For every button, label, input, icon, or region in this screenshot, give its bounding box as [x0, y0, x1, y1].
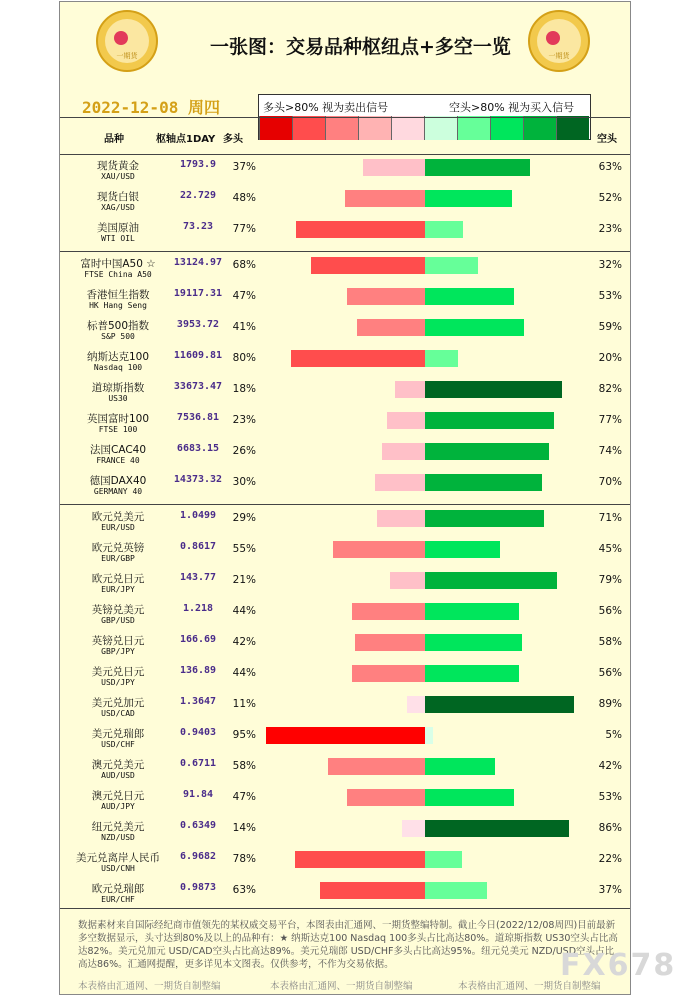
legend-short-text: 空头>80% 视为买入信号	[449, 101, 575, 114]
short-bar	[425, 820, 569, 837]
legend-cell	[292, 116, 325, 140]
instrument-name: 富时中国A50 ☆	[80, 258, 156, 270]
short-percent: 70%	[598, 476, 622, 488]
pivot-value: 136.89	[179, 665, 217, 676]
group-divider	[60, 504, 630, 505]
long-bar	[266, 727, 425, 744]
pivot-value: 6683.15	[176, 443, 220, 454]
short-bar	[425, 882, 487, 899]
long-percent: 23%	[232, 414, 256, 426]
instrument-symbol: US30	[108, 394, 128, 403]
long-percent: 18%	[232, 383, 256, 395]
long-percent: 44%	[232, 605, 256, 617]
long-percent: 29%	[232, 512, 256, 524]
short-bar	[425, 727, 433, 744]
short-percent: 32%	[598, 259, 622, 271]
long-percent: 48%	[232, 192, 256, 204]
pivot-value: 1.218	[182, 603, 214, 614]
instrument-name: 德国DAX40	[89, 475, 147, 487]
instrument-symbol: EUR/GBP	[101, 554, 135, 563]
short-bar	[425, 696, 574, 713]
short-bar	[425, 758, 495, 775]
page-title: 一张图：交易品种枢纽点+多空一览	[210, 36, 511, 58]
instrument-symbol: NZD/USD	[101, 833, 135, 842]
long-percent: 77%	[232, 223, 256, 235]
col-short-header: 空头	[597, 134, 617, 145]
instrument-symbol: USD/JPY	[101, 678, 135, 687]
pivot-value: 1.3647	[179, 696, 217, 707]
instrument-symbol: AUD/USD	[101, 771, 135, 780]
instrument-name: 英国富时100	[86, 413, 150, 425]
pivot-value: 22.729	[179, 190, 217, 201]
svg-text:一期货: 一期货	[116, 52, 138, 60]
instrument-symbol: GBP/JPY	[101, 647, 135, 656]
pivot-value: 0.8617	[179, 541, 217, 552]
instrument-symbol: S&P 500	[101, 332, 135, 341]
instrument-name: 欧元兑日元	[91, 573, 145, 585]
short-bar	[425, 221, 463, 238]
instrument-name: 英镑兑日元	[91, 635, 145, 647]
long-percent: 42%	[232, 636, 256, 648]
credit-2: 本表格由汇通网、一期货自制整编	[270, 981, 413, 992]
instrument-symbol: XAU/USD	[101, 172, 135, 181]
legend-long-text: 多头>80% 视为卖出信号	[263, 101, 389, 114]
footer-note: 数据素材来自国际经纪商市值领先的某权威交易平台，本图表由汇通网、一期货整编特制。截止今日(2022/12/08周四)目前最新多空数据显示，头寸达到80%及以上的品种有：★ 纳斯达克100 Nasdaq 100多头占比高达80%。道琼斯指数 US30空头占比高达82%。美元兑加元 USD/CAD空头占比高达89%。美元兑瑞郎 USD/CHF多头占比高达95%。纽元兑美元 NZD/USD空头占比高达86%。汇通网提醒，更多详见本文图表。仅供参考，不作为交易依据。	[78, 920, 618, 970]
short-percent: 37%	[598, 884, 622, 896]
watermark: FX678	[560, 948, 677, 983]
credit-1: 本表格由汇通网、一期货自制整编	[78, 981, 221, 992]
header-divider-top	[60, 117, 630, 118]
legend-color-scale	[259, 116, 590, 140]
short-percent: 71%	[598, 512, 622, 524]
long-percent: 21%	[232, 574, 256, 586]
long-bar	[328, 758, 425, 775]
instrument-name: 美元兑离岸人民币	[76, 852, 160, 864]
long-percent: 63%	[232, 884, 256, 896]
col-pivot-header: 枢轴点1DAY	[156, 134, 216, 145]
long-percent: 44%	[232, 667, 256, 679]
short-percent: 22%	[598, 853, 622, 865]
instrument-symbol: EUR/USD	[101, 523, 135, 532]
short-percent: 74%	[598, 445, 622, 457]
long-bar	[291, 350, 425, 367]
short-bar	[425, 319, 524, 336]
short-percent: 52%	[598, 192, 622, 204]
long-bar	[363, 159, 425, 176]
instrument-symbol: EUR/CHF	[101, 895, 135, 904]
instrument-symbol: WTI OIL	[101, 234, 135, 243]
short-percent: 59%	[598, 321, 622, 333]
long-bar	[407, 696, 425, 713]
instrument-name: 纳斯达克100	[86, 351, 150, 363]
long-bar	[390, 572, 425, 589]
pivot-value: 33673.47	[173, 381, 223, 392]
instrument-symbol: HK Hang Seng	[89, 301, 147, 310]
col-long-header: 多头	[223, 134, 243, 145]
short-percent: 56%	[598, 605, 622, 617]
long-bar	[347, 789, 425, 806]
short-percent: 82%	[598, 383, 622, 395]
long-percent: 78%	[232, 853, 256, 865]
pivot-value: 14373.32	[173, 474, 223, 485]
instrument-symbol: FTSE China A50	[84, 270, 152, 279]
long-percent: 30%	[232, 476, 256, 488]
instrument-name: 道琼斯指数	[91, 382, 145, 394]
long-bar	[352, 665, 425, 682]
legend-cell	[457, 116, 490, 140]
long-bar	[395, 381, 425, 398]
short-percent: 53%	[598, 791, 622, 803]
short-percent: 56%	[598, 667, 622, 679]
long-percent: 26%	[232, 445, 256, 457]
pivot-value: 166.69	[179, 634, 217, 645]
short-bar	[425, 412, 554, 429]
col-name-header: 品种	[104, 134, 124, 145]
instrument-symbol: Nasdaq 100	[93, 363, 143, 372]
short-bar	[425, 572, 557, 589]
legend-cell	[556, 116, 589, 140]
short-bar	[425, 603, 519, 620]
legend-cell	[490, 116, 523, 140]
long-percent: 68%	[232, 259, 256, 271]
long-bar	[402, 820, 425, 837]
short-percent: 5%	[605, 729, 622, 741]
long-bar	[295, 851, 425, 868]
short-bar	[425, 541, 500, 558]
long-percent: 58%	[232, 760, 256, 772]
instrument-name: 澳元兑美元	[91, 759, 145, 771]
instrument-symbol: GBP/USD	[101, 616, 135, 625]
short-percent: 77%	[598, 414, 622, 426]
pivot-value: 7536.81	[176, 412, 220, 423]
short-bar	[425, 190, 512, 207]
short-bar	[425, 257, 478, 274]
long-bar	[296, 221, 425, 238]
chart-card	[59, 1, 631, 995]
pivot-value: 0.9873	[179, 882, 217, 893]
instrument-name: 标普500指数	[86, 320, 150, 332]
credit-3: 本表格由汇通网、一期货自制整编	[458, 981, 601, 992]
instrument-name: 澳元兑日元	[91, 790, 145, 802]
short-bar	[425, 510, 544, 527]
long-percent: 47%	[232, 791, 256, 803]
instrument-name: 美元兑日元	[91, 666, 145, 678]
long-bar	[345, 190, 425, 207]
long-percent: 47%	[232, 290, 256, 302]
long-bar	[375, 474, 425, 491]
long-percent: 37%	[232, 161, 256, 173]
legend-cell	[325, 116, 358, 140]
short-percent: 45%	[598, 543, 622, 555]
pivot-value: 3953.72	[176, 319, 220, 330]
short-bar	[425, 159, 530, 176]
short-bar	[425, 381, 562, 398]
pivot-value: 1.0499	[179, 510, 217, 521]
long-percent: 11%	[232, 698, 256, 710]
short-percent: 23%	[598, 223, 622, 235]
legend-cell	[358, 116, 391, 140]
group-divider	[60, 251, 630, 252]
pivot-value: 11609.81	[173, 350, 223, 361]
report-date: 2022-12-08 周四	[82, 98, 220, 117]
instrument-symbol: XAG/USD	[101, 203, 135, 212]
instrument-symbol: AUD/JPY	[101, 802, 135, 811]
instrument-symbol: EUR/JPY	[101, 585, 135, 594]
short-percent: 42%	[598, 760, 622, 772]
logo-icon	[96, 10, 158, 72]
long-bar	[355, 634, 425, 651]
instrument-symbol: USD/CHF	[101, 740, 135, 749]
pivot-value: 1793.9	[179, 159, 217, 170]
instrument-name: 欧元兑美元	[91, 511, 145, 523]
short-percent: 79%	[598, 574, 622, 586]
long-bar	[333, 541, 425, 558]
long-percent: 14%	[232, 822, 256, 834]
pivot-value: 143.77	[179, 572, 217, 583]
instrument-name: 香港恒生指数	[86, 289, 150, 301]
footer-divider	[60, 908, 630, 909]
instrument-name: 美元兑加元	[91, 697, 145, 709]
long-percent: 55%	[232, 543, 256, 555]
long-bar	[311, 257, 425, 274]
pivot-value: 6.9682	[179, 851, 217, 862]
long-bar	[347, 288, 425, 305]
short-bar	[425, 665, 519, 682]
long-bar	[387, 412, 425, 429]
long-bar	[357, 319, 425, 336]
long-percent: 80%	[232, 352, 256, 364]
instrument-name: 现货白银	[97, 191, 139, 203]
short-bar	[425, 443, 549, 460]
instrument-symbol: USD/CAD	[101, 709, 135, 718]
pivot-value: 0.6349	[179, 820, 217, 831]
pivot-value: 0.6711	[179, 758, 217, 769]
instrument-symbol: USD/CNH	[101, 864, 135, 873]
short-bar	[425, 789, 514, 806]
long-bar	[320, 882, 425, 899]
short-bar	[425, 851, 462, 868]
pivot-value: 19117.31	[173, 288, 223, 299]
instrument-name: 现货黄金	[97, 160, 139, 172]
long-bar	[382, 443, 425, 460]
pivot-value: 0.9403	[179, 727, 217, 738]
short-percent: 89%	[598, 698, 622, 710]
svg-text:一期货: 一期货	[548, 52, 570, 60]
long-bar	[352, 603, 425, 620]
long-bar	[377, 510, 425, 527]
instrument-name: 美国原油	[97, 222, 139, 234]
instrument-name: 欧元兑瑞郎	[91, 883, 145, 895]
pivot-value: 73.23	[182, 221, 214, 232]
short-bar	[425, 634, 522, 651]
short-percent: 20%	[598, 352, 622, 364]
pivot-value: 13124.97	[173, 257, 223, 268]
legend-cell	[523, 116, 556, 140]
long-percent: 41%	[232, 321, 256, 333]
short-percent: 58%	[598, 636, 622, 648]
short-bar	[425, 350, 458, 367]
long-percent: 95%	[232, 729, 256, 741]
legend-cell	[424, 116, 457, 140]
pivot-value: 91.84	[182, 789, 214, 800]
instrument-symbol: FRANCE 40	[96, 456, 140, 465]
legend-cell	[259, 116, 292, 140]
instrument-name: 英镑兑美元	[91, 604, 145, 616]
short-bar	[425, 288, 514, 305]
header-divider	[60, 154, 630, 155]
instrument-name: 欧元兑英镑	[91, 542, 145, 554]
short-bar	[425, 474, 542, 491]
short-percent: 86%	[598, 822, 622, 834]
instrument-name: 美元兑瑞郎	[91, 728, 145, 740]
instrument-name: 纽元兑美元	[91, 821, 145, 833]
instrument-name: 法国CAC40	[89, 444, 147, 456]
short-percent: 53%	[598, 290, 622, 302]
short-percent: 63%	[598, 161, 622, 173]
instrument-symbol: FTSE 100	[98, 425, 138, 434]
legend-cell	[391, 116, 424, 140]
instrument-symbol: GERMANY 40	[93, 487, 143, 496]
